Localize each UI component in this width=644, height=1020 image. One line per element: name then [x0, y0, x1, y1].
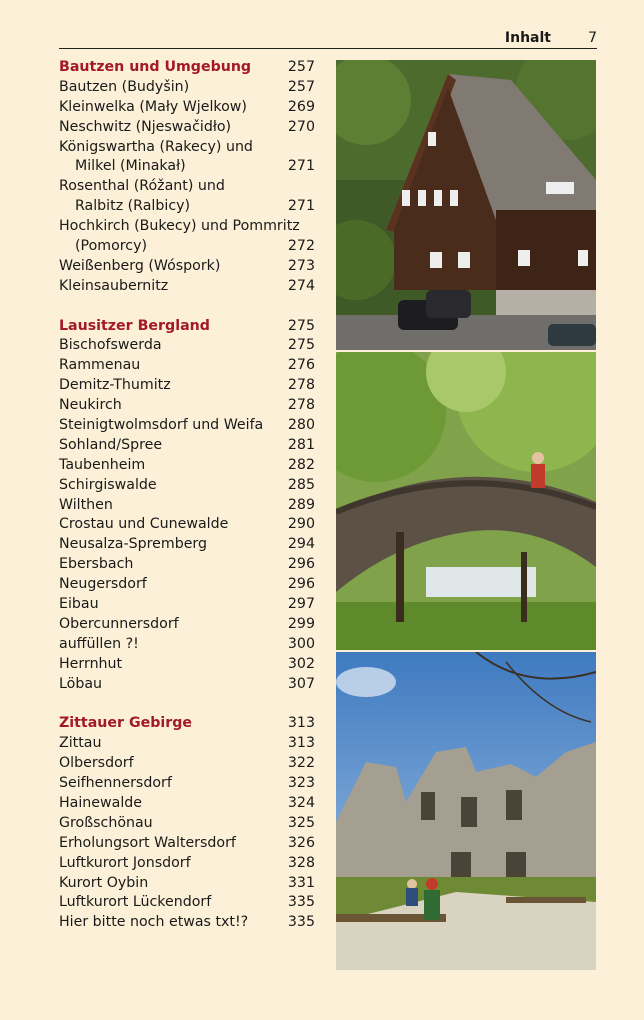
toc-entry-title: Taubenheim: [59, 456, 146, 473]
toc-entry-title: Neschwitz (Njeswačidło): [59, 118, 232, 135]
toc-entry-page: 302: [287, 655, 315, 672]
toc-entry-page: 326: [287, 834, 315, 851]
toc-entry[interactable]: [59, 734, 317, 754]
toc-entry[interactable]: [59, 913, 317, 933]
toc-entry[interactable]: [59, 854, 317, 874]
toc-entry-page: 276: [287, 357, 315, 374]
toc-entry-page: 300: [287, 635, 315, 652]
toc-entry-title: Luftkurort Lückendorf: [59, 894, 212, 911]
toc-entry-title: Wilthen: [59, 496, 113, 513]
header-title: Inhalt: [504, 30, 551, 46]
toc-entry[interactable]: [59, 436, 317, 456]
toc-entry-title: Eibau: [59, 596, 99, 613]
toc-entry[interactable]: [59, 555, 317, 575]
toc-entry[interactable]: [59, 874, 317, 894]
toc-entry-title: Bautzen (Budyšin): [59, 78, 190, 95]
toc-entry-title: Luftkurort Jonsdorf: [59, 854, 191, 871]
toc-entry-page: 299: [287, 615, 315, 632]
toc-entry-page: 322: [287, 755, 315, 772]
toc-entry-page: 282: [287, 456, 315, 473]
toc-entry-page: 281: [287, 436, 315, 453]
toc-entry-title: Bautzen und Umgebung: [59, 59, 252, 75]
toc-entry-title: Hochkirch (Bukecy) und Pommritz: [59, 218, 300, 235]
toc-entry-title: Weißenberg (Wóspork): [59, 257, 221, 274]
toc-entry[interactable]: [59, 118, 317, 138]
toc-entry[interactable]: [59, 794, 317, 814]
toc-entry-page: 285: [287, 476, 315, 493]
toc-entry[interactable]: [59, 515, 317, 535]
page-header: [59, 30, 597, 50]
toc-entry-page: 272: [287, 238, 315, 255]
toc-entry[interactable]: [59, 655, 317, 675]
toc-entry-title: Crostau und Cunewalde: [59, 516, 229, 533]
toc-entry[interactable]: [59, 336, 317, 356]
toc-entry-title: Rammenau: [59, 357, 141, 374]
toc-entry-page: 273: [287, 257, 315, 274]
toc-entry[interactable]: [59, 675, 317, 695]
toc-entry[interactable]: [59, 416, 317, 436]
toc-entry-title: Neusalza-Spremberg: [59, 536, 208, 553]
table-of-contents: [59, 58, 317, 933]
toc-entry-title: Ralbitz (Ralbicy): [75, 198, 191, 215]
toc-entry-title: Olbersdorf: [59, 755, 134, 772]
toc-entry-page: 294: [287, 536, 315, 553]
toc-entry[interactable]: [59, 615, 317, 635]
toc-entry-page: 269: [287, 98, 315, 115]
toc-entry-page: 278: [287, 397, 315, 414]
section-gap: [59, 695, 317, 715]
toc-entry-title: Neugersdorf: [59, 576, 147, 593]
toc-entry-page: 307: [287, 675, 315, 692]
toc-entry-title: Milkel (Minakał): [75, 158, 186, 175]
toc-entry[interactable]: [59, 893, 317, 913]
toc-entry[interactable]: [59, 217, 317, 237]
toc-section-heading[interactable]: [59, 714, 317, 734]
toc-entry[interactable]: [59, 774, 317, 794]
toc-entry[interactable]: [59, 78, 317, 98]
toc-entry-title: Seifhennersdorf: [59, 775, 172, 792]
toc-entry[interactable]: [59, 814, 317, 834]
toc-entry-page: 331: [287, 874, 315, 891]
toc-entry-page: 296: [287, 556, 315, 573]
toc-entry-page: 278: [287, 377, 315, 394]
toc-entry[interactable]: [59, 177, 317, 197]
toc-entry-page: 325: [287, 814, 315, 831]
toc-entry[interactable]: [59, 157, 317, 177]
toc-entry[interactable]: [59, 496, 317, 516]
toc-entry[interactable]: [59, 635, 317, 655]
toc-entry[interactable]: [59, 535, 317, 555]
toc-entry-page: 257: [287, 78, 315, 95]
section-gap: [59, 297, 317, 317]
toc-entry-title: Schirgiswalde: [59, 476, 157, 493]
toc-entry-title: (Pomorcy): [75, 238, 148, 255]
toc-entry-page: 328: [287, 854, 315, 871]
toc-entry-page: 335: [287, 914, 315, 931]
toc-entry-page: 313: [287, 735, 315, 752]
toc-entry-title: Erholungsort Waltersdorf: [59, 834, 236, 851]
toc-entry-title: Zittau: [59, 735, 102, 752]
toc-entry[interactable]: [59, 376, 317, 396]
toc-entry-page: 271: [287, 158, 315, 175]
photo-castle-ruins: [336, 652, 596, 970]
header-rule: [59, 48, 597, 49]
toc-entry-title: auffüllen ?!: [59, 635, 139, 652]
toc-entry[interactable]: [59, 257, 317, 277]
toc-entry-page: 274: [287, 277, 315, 294]
toc-entry-title: Sohland/Spree: [59, 436, 163, 453]
toc-entry[interactable]: [59, 98, 317, 118]
toc-entry-page: 275: [287, 317, 315, 334]
toc-entry-page: 297: [287, 596, 315, 613]
toc-entry-title: Rosenthal (Róžant) und: [59, 178, 225, 195]
toc-entry-page: 270: [287, 118, 315, 135]
toc-entry[interactable]: [59, 396, 317, 416]
toc-entry-title: Bischofswerda: [59, 337, 162, 354]
toc-entry[interactable]: [59, 277, 317, 297]
toc-entry-page: 296: [287, 576, 315, 593]
toc-entry[interactable]: [59, 237, 317, 257]
toc-entry-title: Königswartha (Rakecy) und: [59, 138, 253, 155]
page-number: 7: [588, 30, 597, 46]
toc-entry-page: 257: [287, 59, 315, 75]
toc-entry-title: Obercunnersdorf: [59, 615, 179, 632]
toc-entry-title: Hier bitte noch etwas txt!?: [59, 914, 249, 931]
toc-entry-page: 313: [287, 715, 315, 732]
toc-entry-title: Herrnhut: [59, 655, 123, 672]
toc-entry[interactable]: [59, 754, 317, 774]
toc-entry-title: Demitz-Thumitz: [59, 377, 171, 394]
toc-entry-title: Lausitzer Bergland: [59, 317, 210, 334]
toc-entry-page: 290: [287, 516, 315, 533]
photo-column: [336, 60, 596, 970]
toc-entry-title: Neukirch: [59, 397, 122, 414]
toc-entry-title: Zittauer Gebirge: [59, 715, 193, 732]
toc-entry-title: Kleinwelka (Mały Wjelkow): [59, 98, 247, 115]
toc-entry-title: Kleinsaubernitz: [59, 277, 169, 294]
toc-entry[interactable]: [59, 476, 317, 496]
toc-entry[interactable]: [59, 834, 317, 854]
toc-entry-title: Großschönau: [59, 814, 153, 831]
toc-entry-title: Steinigtwolmsdorf und Weifa: [59, 417, 264, 434]
toc-entry[interactable]: [59, 138, 317, 158]
photo-stone-bridge: [336, 352, 596, 650]
toc-entry-title: Hainewalde: [59, 794, 142, 811]
toc-entry-page: 335: [287, 894, 315, 911]
toc-entry-page: 289: [287, 496, 315, 513]
toc-entry[interactable]: [59, 595, 317, 615]
photo-timber-house: [336, 60, 596, 350]
toc-entry-title: Kurort Oybin: [59, 874, 149, 891]
toc-entry-page: 280: [287, 417, 315, 434]
toc-entry[interactable]: [59, 456, 317, 476]
toc-section-heading[interactable]: [59, 58, 317, 78]
toc-entry-page: 324: [287, 794, 315, 811]
toc-section-heading[interactable]: [59, 317, 317, 337]
toc-entry-title: Löbau: [59, 675, 103, 692]
toc-entry[interactable]: [59, 575, 317, 595]
toc-entry-page: 271: [287, 198, 315, 215]
toc-entry-page: 323: [287, 775, 315, 792]
toc-entry[interactable]: [59, 356, 317, 376]
toc-entry-page: 275: [287, 337, 315, 354]
toc-entry[interactable]: [59, 197, 317, 217]
toc-entry-title: Ebersbach: [59, 556, 134, 573]
